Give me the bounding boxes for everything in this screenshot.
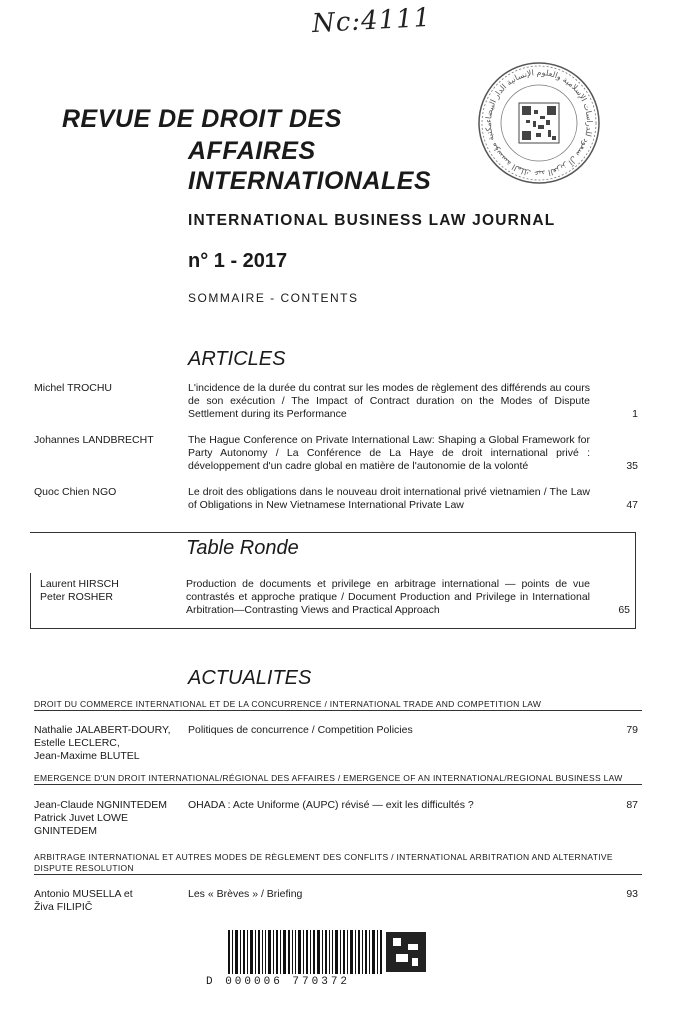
rubric-arbitration-adr: ARBITRAGE INTERNATIONAL ET AUTRES MODES DE RÈGLEMENT DES CONFLITS / INTERNATIONAL ARBITRATION AND ALTERNATIVE DISPUTE RESOLUTION: [34, 852, 642, 875]
table-ronde-authors: [40, 578, 180, 604]
table-ronde-heading: Table Ronde: [186, 537, 299, 559]
article-title: The Hague Conference on Private International Law: Shaping a Global Framework for Party Autonomy / La Conférence de La Haye de droit international privé : développement d'un cadre global en matière de l'autonomie de la volonté: [188, 434, 590, 472]
actu-author: Živa FILIPIČ: [34, 901, 93, 913]
article-page: 1: [632, 408, 638, 420]
actu-author: Jean-Maxime BLUTEL: [34, 750, 140, 762]
actu-author: Nathalie JALABERT-DOURY,: [34, 724, 171, 736]
actu-authors: [34, 799, 184, 838]
rubric-regional-business-law: EMERGENCE D'UN DROIT INTERNATIONAL/RÉGIONAL DES AFFAIRES / EMERGENCE OF AN INTERNATIONAL/REGIONAL BUSINESS LAW: [34, 773, 642, 785]
library-seal-stamp: [474, 58, 604, 193]
issue-number: n° 1 - 2017: [188, 250, 288, 272]
journal-title-line-1: REVUE DE DROIT DES: [62, 105, 342, 133]
actu-title: Les « Brèves » / Briefing: [188, 888, 303, 900]
actu-title: OHADA : Acte Uniforme (AUPC) révisé — exit les difficultés ?: [188, 799, 474, 811]
article-title: L'incidence de la durée du contrat sur les modes de règlement des différends au cours de son exécution / The Impact of Contract duration on the Modes of Dispute Settlement during its Performance: [188, 382, 590, 420]
actu-title: Politiques de concurrence / Competition Policies: [188, 724, 413, 736]
actu-page: 93: [626, 888, 638, 900]
journal-english-title: INTERNATIONAL BUSINESS LAW JOURNAL: [188, 212, 556, 229]
table-ronde-author: Laurent HIRSCH: [40, 578, 119, 590]
actu-author: Jean-Claude NGNINTEDEM: [34, 799, 168, 811]
article-author: Michel TROCHU: [34, 382, 112, 394]
actu-author: Antonio MUSELLA et: [34, 888, 133, 900]
article-page: 35: [626, 460, 638, 472]
article-title: Le droit des obligations dans le nouveau droit international privé vietnamien / The Law of Obligations in New Vietnamese International Private Law: [188, 486, 590, 511]
table-ronde-author: Peter ROSHER: [40, 591, 113, 603]
actu-author: Patrick Juvet LOWE: [34, 812, 128, 824]
actu-authors: [34, 724, 184, 763]
journal-title-line-3: INTERNATIONALES: [188, 167, 432, 195]
rubric-trade-competition: DROIT DU COMMERCE INTERNATIONAL ET DE LA CONCURRENCE / INTERNATIONAL TRADE AND COMPETITION LAW: [34, 699, 642, 711]
table-ronde-title: Production de documents et privilege en arbitrage international — points de vue contrastés et approche pratique / Document Production and Privilege in International Arbitration—Contrasting Views and Practical Approach: [186, 578, 590, 616]
article-page: 47: [626, 499, 638, 511]
journal-title-line-2: AFFAIRES: [188, 137, 316, 165]
barcode-icon: [228, 930, 438, 976]
actu-page: 79: [626, 724, 638, 736]
articles-heading: ARTICLES: [188, 348, 286, 370]
actu-author: Estelle LECLERC,: [34, 737, 120, 749]
table-ronde-page: 65: [618, 604, 630, 616]
barcode: [228, 930, 438, 981]
actu-page: 87: [626, 799, 638, 811]
seal-icon: [474, 58, 604, 188]
handwritten-reference-note: Nc:4111: [311, 2, 432, 40]
actualites-heading: ACTUALITES: [188, 667, 312, 689]
article-author: Johannes LANDBRECHT: [34, 434, 154, 446]
seal-text: مكتبة مؤسسة الملك عبد العزيز آل سعود للدراسات الإسلامية والعلوم الإنسانية الدار البيضاء: [483, 67, 595, 179]
contents-label: SOMMAIRE - CONTENTS: [188, 291, 359, 305]
actu-authors: [34, 888, 184, 914]
actu-author: GNINTEDEM: [34, 825, 97, 837]
article-author: Quoc Chien NGO: [34, 486, 117, 498]
barcode-number: D 000006 770372: [206, 976, 351, 988]
